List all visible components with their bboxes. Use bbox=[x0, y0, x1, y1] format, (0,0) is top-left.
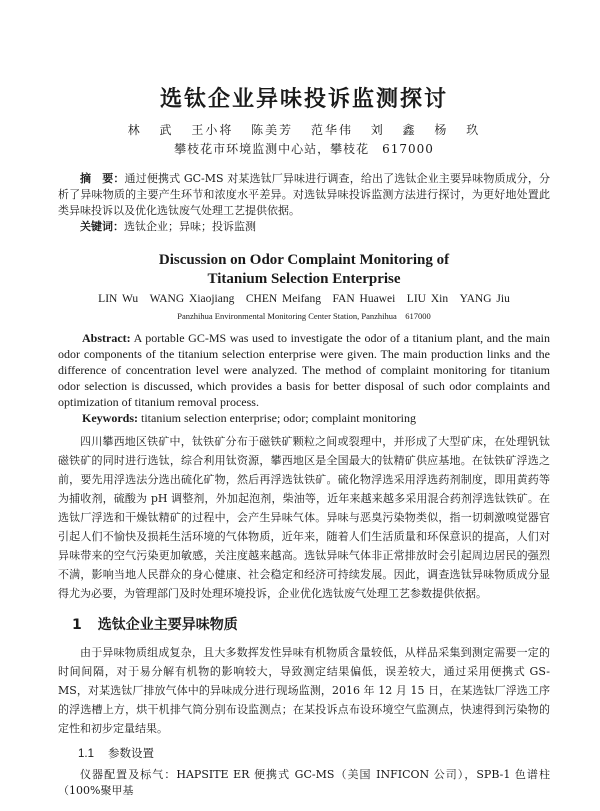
abstract-cn bbox=[58, 171, 550, 219]
abstract-text-cn: 通过便携式 GC-MS 对某选钛厂异味进行调查，给出了选钛企业主要异味物质成分，分析了异味物质的主要产生环节和浓度水平差异。对选钛异味投诉监测方法进行探讨，为更好地处置此类异味投诉以及优化选钛废气处理工艺提供依据。 bbox=[58, 172, 550, 217]
section-1-1-paragraph: 仪器配置及标气：HAPSITE ER 便携式 GC-MS（美国 INFICON 公司），SPB-1 色谱柱（100%聚甲基 bbox=[58, 768, 550, 797]
authors-cn: 林 武 王小将 陈美芳 范华伟 刘 鑫 杨 玖 bbox=[127, 123, 481, 137]
abstract-en bbox=[58, 330, 550, 410]
keywords-text-en: titanium selection enterprise; odor; complaint monitoring bbox=[141, 411, 416, 425]
section-1-number: 1 bbox=[72, 617, 82, 633]
paper-title-en bbox=[58, 251, 550, 289]
title-en-line1: Discussion on Odor Complaint Monitoring of bbox=[158, 252, 450, 268]
section-1-heading bbox=[72, 615, 550, 635]
abstract-label-cn: 摘 要： bbox=[80, 172, 125, 185]
abstract-label-en: Abstract: bbox=[82, 331, 131, 345]
keywords-en bbox=[58, 410, 550, 426]
title-en-line2: Titanium Selection Enterprise bbox=[207, 271, 401, 287]
section-1-1-title: 参数设置 bbox=[108, 746, 154, 760]
abstract-text-en: A portable GC-MS was used to investigate the odor of a titanium plant, and the main odor components of the titanium selection enterprise were given. The main production links and the difference of concentration level were analyzed. The method of complaint monitoring for titanium odor selection is discussed, which provides a basis for better disposal of such odor complaints and optimization of titanium removal process. bbox=[58, 331, 550, 409]
section-1-paragraph: 由于异味物质组成复杂，且大多数挥发性异味有机物质含量较低，从样品采集到测定需要一定的时间间隔，对于易分解有机物的影响较大，导致测定结果偏低，误差较大，通过采用便携式 GS-MS，对某选钛厂排放气体中的异味成分进行现场监测，2016 年 12 月 15 日，在某选钛厂浮选工序的浮选槽上方，烘干机排气筒分别布设监测点；在某投诉点布设环境空气监测点，快速得到污染物的定性和初步定量结果。 bbox=[58, 646, 550, 735]
intro-paragraph: 四川攀西地区铁矿中，钛铁矿分布于磁铁矿颗粒之间或裂理中，并形成了大型矿床，在处理钒钛磁铁矿的同时进行选钛，综合利用钛资源，攀西地区是全国最大的钛精矿供应基地。在钛铁矿浮选之前，要先用浮选法分选出硫化矿物，然后再浮选钛铁矿。硫化物浮选采用浮选药剂制度，即用黄药等为捕收剂，硫酸为 pH 调整剂，外加起泡剂，柴油等，近年来越来越多采用混合药剂浮选钛铁矿。在选钛厂浮选和干燥钛精矿的过程中，会产生异味气体。异味与恶臭污染物类似，指一切刺激嗅觉器官引起人们不愉快及损耗生活环境的气体物质，近年来，随着人们生活质量和环保意识的提高，人们对异味带来的空气污染更加敏感，关注度越来越高。选钛异味气体非正常排放时会引起周边居民的强烈不满，影响当地人民群众的身心健康、社会稳定和经济可持续发展。因此，调查选钛异味物质成分显得尤为必要，为管理部门及时处理环境投诉，企业优化选钛废气处理工艺参数提供依据。 bbox=[58, 435, 550, 600]
authors-en: LIN Wu WANG Xiaojiang CHEN Meifang FAN Huawei LIU Xin YANG Jiu bbox=[98, 293, 510, 305]
paper-title-cn: 选钛企业异味投诉监测探讨 bbox=[159, 87, 448, 112]
keywords-label-cn: 关键词： bbox=[80, 220, 124, 233]
keywords-label-en: Keywords: bbox=[82, 411, 138, 425]
affiliation-en: Panzhihua Environmental Monitoring Center Station, Panzhihua 617000 bbox=[177, 311, 431, 321]
keywords-text-cn: 选钛企业；异味；投诉监测 bbox=[124, 220, 256, 233]
section-1-1-number: 1.1 bbox=[78, 748, 94, 760]
keywords-cn bbox=[58, 219, 550, 235]
section-1-1-heading bbox=[78, 744, 550, 763]
section-1-title: 选钛企业主要异味物质 bbox=[97, 617, 238, 633]
affiliation-cn: 攀枝花市环境监测中心站，攀枝花 617000 bbox=[174, 142, 434, 156]
